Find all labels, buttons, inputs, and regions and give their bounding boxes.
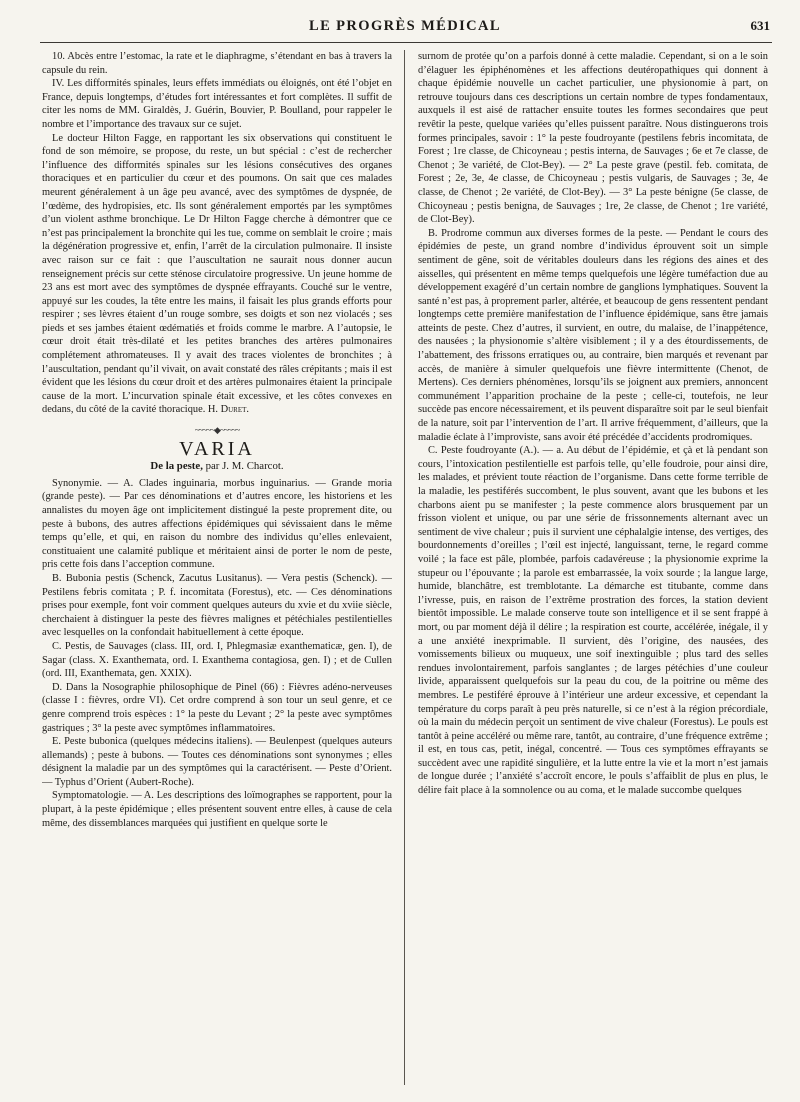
page-header xyxy=(40,18,770,40)
left-column xyxy=(42,50,392,1090)
paragraph-prodrome: B. Prodrome commun aux diverses formes de la peste. — Pendant le cours des épidémies de peste, un grand nombre d’individus éprouvent soit un simple sentiment de gêne, soit de véritables douleurs dans les régions des aines et des aisselles, qui présentent en même temps quelquefois une légère tuméfaction due au développement exagéré d’un certain nombre de ganglions lymphatiques. Souvent la santé n’est pas, à proprement parler, altérée, et beaucoup de gens ressentent pendant longtemps cette première manifestation de l’influence épidémique, sans être jamais atteints de peste. Chez d’autres, il survient, en outre, du malaise, de l’inappétence, des nausées ; la physionomie s’altère visiblement ; il y a des étourdissements, de l’abattement, des frissons erratiques ou, au contraire, bien marqués et revenant par accès, de manière à simuler quelquefois une fièvre intermittente (Chenot, de Mertens). Ces derniers phénomènes, lorsqu’ils se joignent aux premiers, annoncent communément l’apparition prochaine de la peste ; celle-ci, toutefois, ne leur succède pas encore nécessairement, et ils peuvent disparaître soit par le seul bienfait de la nature, soit par l’intervention de l’art. Il arrive fréquemment, d’ailleurs, que la maladie éclate à l’improviste, sans avoir été précédée d’accidents prodromiques. xyxy=(418,227,768,443)
paragraph-symptomatologie: Symptomatologie. — A. Les descriptions des loïmographes se rapportent, pour la plupart, à la peste épidémique ; elles présentent souvent entre elles, à cause de cela même, des dissemblances marquées qui justifient en quelque sorte le xyxy=(42,790,392,829)
section-title-varia: VARIA xyxy=(179,437,255,460)
header-rule xyxy=(40,42,772,43)
journal-title: LE PROGRÈS MÉDICAL xyxy=(309,18,501,34)
section-ornament: ~~~~~◆~~~~~ xyxy=(194,425,240,436)
right-column xyxy=(418,50,768,1090)
paragraph-spinal-deformities: IV. Les difformités spinales, leurs effets immédiats ou éloignés, ont été l’objet en France, depuis longtemps, d’études fort intéressantes et fort complètes. Il suffit de citer les noms de MM. Giraldès, J. Guérin, Bouvier, P. Boulland, pour rappeler le nombre et l’importance des travaux sur ce sujet. xyxy=(42,78,392,130)
paragraph-bubonia-pestis: B. Bubonia pestis (Schenck, Zacutus Lusitanus). — Vera pestis (Schenck). — Pestilens febris comitata ; P. f. incomitata (Forestus), etc. — Ces dénominations prises pour exemple, font voir comment quelques auteurs du xvie et du xviie siècle, cherchaient à distinguer la peste des fièvres malignes et pétéchiales pestilentielles avec lesquelles on la confondait habituellement à cette époque. xyxy=(42,572,392,639)
column-divider xyxy=(404,50,405,1085)
hilton-fagge-text: Le docteur Hilton Fagge, en rapportant les six observations qui constituent le fond de son mémoire, se propose, du reste, un but spécial : c’est de rechercher l’influence des difformités spinales sur les lésions consécutives des organes thoraciques et en particulier du cœur et des poumons. On sait que ces malades meurent généralement à un âge peu avancé, avec des symptômes de dyspnée, de l’œdème, des hydropisies, etc. Ils sont généralement emportés par les symptômes d’un violent asthme bronchique. Le Dr Hilton Fagge cherche à démontrer que ce n’est pas principalement la bronchite qui les tue, comme on semblait le croire ; mais la dégénération progressive et, enfin, l’arrêt de la circulation pulmonaire. Il insiste avec raison sur ce fait : que l’auscultation ne saurait nous donner aucun renseignement précis sur cette sténose circulatoire progressive. Un jeune homme de 23 ans est mort avec des symptômes de dyspnée effrayants. Couché sur le ventre, appuyé sur les coudes, la tête entre les mains, il faisait les plus grands efforts pour respirer ; ses lèvres étaient d’un rouge sombre, ses doigts et son nez violacés ; ses pieds et ses jambes étaient œdématiés et froids comme le marbre. A l’autopsie, le cœur droit était très-dilaté et les petites branches des artères pulmonaires complétement athromateuses. Il y avait des traces violentes de bronchites ; à l’auscultation, pendant qu’il vivait, on avait constaté des râles crépitants ; mais il est évident que les lésions du cœur droit et des artères pulmonaires étaient la principale cause de la mort. L’incurvation spinale était excessive, et les côtes convexes en dedans, du côté de la cavité thoracique. xyxy=(42,132,392,416)
author-signature: H. Duret. xyxy=(207,404,249,416)
page-number: 631 xyxy=(750,18,770,33)
paragraph-peste-foudroyante: C. Peste foudroyante (A.). — a. Au début de l’épidémie, et çà et là pendant son cours, l’intoxication pestilentielle est parfois telle, qu’elle foudroie, pour ainsi dire, les malades, et prévient toute réaction de l’organisme. Dans cette forme terrible de la maladie, les pestiférés succombent, le plus souvent, avant que les bubons et les charbons aient pu se manifester ; la peste commence alors brusquement par un frisson violent et unique, ou par une série de frissonnements alternant avec un sentiment de vive chaleur ; puis il survient une céphalalgie intense, des vertiges, des bourdonnements d’oreilles ; l’œil est injecté, languissant, terne, le regard comme voilé ; la face est pâle, plombée, parfois cadavéreuse ; la physionomie exprime la stupeur ou l’épouvante ; la parole est embarrassée, la voix sourde ; la langue large, humide, blanchâtre, est tremblotante. La démarche est titubante, comme dans l’ivresse, puis, en raison de l’extrême prostration des forces, la station devient bientôt impossible. Le malade conserve toute son intelligence et il se sent frappé à mort, ou par moment déjà il délire ; la respiration est courte, accélérée, inégale, il y a une anxiété inexprimable. Il survient, dès l’origine, des nausées, des vomissements bilieux ou muqueux, une soif inextinguible ; plus tard des selles rendues involontairement, parfois sanglantes ; de larges pétéchies d’une couleur livide, apparaissent quelquefois sur la peau du cou, de la poitrine ou même des membres. Le pestiféré éprouve à l’intérieur une ardeur excessive, et cependant la température du corps paraît à peu près naturelle, si ce n’est à la région précordiale, où la main du médecin perçoit un sentiment de vive chaleur (Forestus). Le pouls est tantôt à peine accéléré ou même rare, tantôt, au contraire, d’une fréquence extrême ; il est, en tous cas, petit, inégal, concentré. — Tous ces symptômes effrayants se succèdent avec une rapidité singulière, et la lutte entre la vie et la mort n’est jamais de longue durée ; l’anxiété s’accroît encore, le pouls s’affaiblit de plus en plus, le délire fait place à la somnolence ou au coma, et le malade succombe quelques xyxy=(418,445,768,797)
paragraph-synonymie: Synonymie. — A. Clades inguinaria, morbus inguinarius. — Grande moria (grande peste). — Par ces dénominations et d’autres encore, les historiens et les annalistes du moyen âge ont implicitement distingué la peste proprement dite, ou peste à bubons, des autres affections épidémiques qui sévissaient dans le même temps qu’elle, et qui, en raison du nombre des individus qu’elles enlevaient, constituaient une calamité publique et méritaient ainsi de porter le nom de peste, pris cette fois dans l’acception commune. xyxy=(42,477,392,571)
paragraph-pestis-sauvages: C. Pestis, de Sauvages (class. III, ord. I, Phlegmasiæ exanthematicæ, gen. I), de Sagar (class. X. Exanthemata, ord. I. Exanthema contagiosa, gen. I) ; et de Cullen (ord. III, Exanthemata, gen. XXIX). xyxy=(42,640,392,680)
paragraph-abscess: 10. Abcès entre l’estomac, la rate et le diaphragme, s’étendant en bas à travers la capsule du rein. xyxy=(42,51,392,76)
paragraph-peste-bubonica: E. Peste bubonica (quelques médecins italiens). — Beulenpest (quelques auteurs allemands) ; peste à bubons. — Toutes ces dénominations sont synonymes ; elles désignent la maladie par un des symptômes qui la caractérisent. — Peste d’Orient. — Typhus d’Orient (Aubert-Roche). xyxy=(42,736,392,788)
paragraph-hilton-fagge xyxy=(42,132,392,417)
article-title-main: De la peste, xyxy=(150,460,203,473)
paragraph-pinel: D. Dans la Nosographie philosophique de Pinel (66) : Fièvres adéno-nerveuses (classe I : fièvres, ordre VI). Cet ordre comprend à son tour un seul genre, et ce genre comprend trois espèces : 1° la peste du Levant ; 2° la peste avec symptômes gastriques ; 3° la peste avec symptômes inflammatoires. xyxy=(42,681,392,734)
paragraph-forms: surnom de protée qu’on a parfois donné à cette maladie. Cependant, si on a le soin d’élaguer les épiphénomènes et les affections deutéropathiques qui donnent à chaque épidémie nouvelle un cachet particulier, une physionomie à part, on retrouve toujours dans ces descriptions un certain nombre de types fondamentaux, auxquels il est aisé de rattacher ensuite toutes les formes secondaires que peut revêtir la peste, quelque variées qu’elles puissent paraître. Nous distinguerons trois formes principales, savoir : 1° la peste foudroyante (pestilens febris incomitata, de Forest ; 1re classe, de Chicoyneau ; pestis interna, de Sauvages ; 6e et 7e classe, de Chenot ; 3e variété, de Clot-Bey). — 2° La peste grave (pestil. feb. comitata, de Forest ; 2e, 3e, 4e classe, de Chicoyneau ; pestis vulgaris, de Sauvages ; 3e, 4e classe, de Chenot ; 2e variété, de Clot-Bey). — 3° La peste bénigne (5e classe, de Chicoyneau ; pestis benigna, de Sauvages ; 1re, 2e classe, de Chenot ; 1re variété, de Clot-Bey). xyxy=(418,51,768,226)
article-author: par J. M. Charcot. xyxy=(202,460,284,473)
article-title xyxy=(42,460,392,474)
